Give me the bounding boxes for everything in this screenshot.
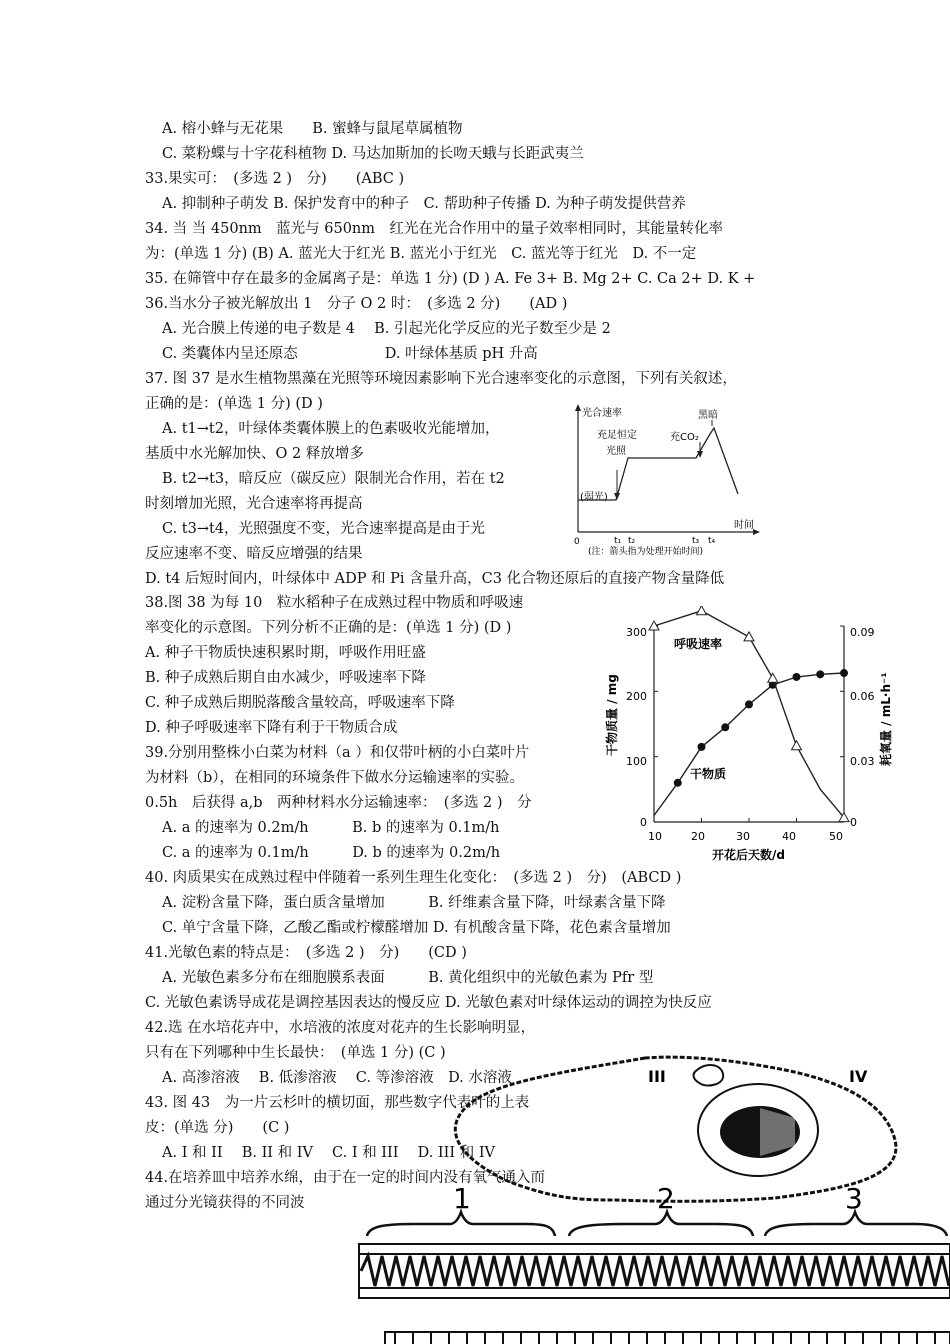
figure-38-seed-chart [596,606,901,864]
fig37-label-co2: 充CO₂ [670,432,699,443]
fig38-resp-point [792,741,802,750]
fig37-xlabel: 时间 [734,520,754,531]
text-line: 35. 在筛管中存在最多的金属离子是：单选 1 分) (D ) A. Fe 3+ B. Mg 2+ C. Ca 2+ D. K + [145,271,756,287]
text-line: 34. 当 当 450nm 蓝光与 650nm 红光在光合作用中的量子效率相同时，其能量转化率 [145,221,724,237]
text-line: 时刻增加光照，光合速率将再提高 [145,496,363,512]
text-line: A. t1→t2，叶绿体类囊体膜上的色素吸收光能增加， [162,421,500,437]
fig37-origin: 0 [574,537,580,547]
text-line: B. 种子成熟后期自由水减少，呼吸速率下降 [145,670,426,686]
text-line: 40. 肉质果实在成熟过程中伴随着一系列生理生化变化： (多选 2 ) 分) (ABCD ) [145,870,682,886]
brace-2 [569,1212,753,1236]
text-line: 33.果实可： (多选 2 ) 分) (ABC ) [145,171,405,187]
fig37-tick-t4: t₄ [708,536,716,546]
text-line: A. 种子干物质快速积累时期，呼吸作用旺盛 [145,645,426,661]
fig38-dry-point [840,669,848,677]
fig38-resp-point [744,632,754,641]
fig38-xt-1: 20 [691,830,705,843]
text-line: A. 高渗溶液 B. 低渗溶液 C. 等渗溶液 D. 水溶液 [162,1070,512,1086]
text-line: 基质中水光解加快、O 2 释放增多 [145,446,364,462]
fig38-dry-point [793,673,801,681]
text-line: A. a 的速率为 0.2m/h B. b 的速率为 0.1m/h [162,820,500,836]
text-line: 37. 图 37 是水生植物黑藻在光照等环境因素影响下光合速率变化的示意图，下列有关叙述， [145,371,737,387]
fig38-series-line-0 [654,673,844,816]
text-line: 皮：(单选 分) (C ) [145,1120,290,1136]
brace-3 [765,1212,947,1236]
fig38-label-dry: 干物质 [690,767,727,781]
text-line: A. 光合膜上传递的电子数是 4 B. 引起光化学反应的光子数至少是 2 [162,321,611,337]
text-line: A. 淀粉含量下降，蛋白质含量增加 B. 纤维素含量下降，叶绿素含量下降 [162,895,666,911]
text-line: C. 光敏色素诱导成花是调控基因表达的慢反应 D. 光敏色素对叶绿体运动的调控为快反应 [145,995,712,1011]
fig37-ylabel: 光合速率 [582,408,622,419]
text-line: 38.图 38 为每 10 粒水稻种子在成熟过程中物质和呼吸速 [145,595,524,611]
fig38-xt-4: 50 [829,830,843,843]
text-line: A. 光敏色素多分布在细胞膜系表面 B. 黄化组织中的光敏色素为 Pfr 型 [162,970,654,986]
text-line: 44.在培养皿中培养水绵，由于在一定的时间内没有氧气通入而 [145,1170,546,1186]
text-line: 为材料（b），在相同的环境条件下做水分运输速率的实验。 [145,770,525,786]
fig37-tick-t1: t₁ [614,536,622,546]
text-line: 率变化的示意图。下列分析不正确的是：(单选 1 分) (D ) [145,620,512,636]
text-line: 反应速率不变、暗反应增强的结果 [145,546,363,562]
text-line: 为：(单选 1 分) (B) A. 蓝光大于红光 B. 蓝光小于红光 C. 蓝光等于红光 D. 不一定 [145,246,697,262]
text-line: A. 抑制种子萌发 B. 保护发育中的种子 C. 帮助种子传播 D. 为种子萌发提供营养 [162,196,686,212]
text-line: 43. 图 43 为一片云杉叶的横切面，那些数字代表叶的上表 [145,1095,530,1111]
fig38-left-ylabel: 干物质量 / mg [605,674,619,756]
text-line: B. t2→t3，暗反应（碳反应）限制光合作用，若在 t2 [162,471,505,487]
fig38-xt-2: 30 [736,830,750,843]
fig38-lt-2: 100 [626,755,647,768]
fig38-dry-point [721,723,729,731]
fig38-lt-0: 300 [626,626,647,639]
text-line: D. 种子呼吸速率下降有利于干物质合成 [145,720,398,736]
resin-duct [694,1065,724,1085]
fig38-rt-3: 0 [850,816,857,829]
fig37-label-weak: (弱光) [580,492,608,503]
text-line: C. 类囊体内呈还原态 D. 叶绿体基质 pH 升高 [162,346,538,362]
fig38-xt-3: 40 [782,830,796,843]
text-line: 36.当水分子被光解放出 1 分子 O 2 时： (多选 2 分) (AD ) [145,296,568,312]
fig38-lt-1: 200 [626,690,647,703]
fig38-right-ylabel: 耗氧量 / mL·h⁻¹ [879,672,893,766]
text-line: D. t4 后短时间内，叶绿体中 ADP 和 Pi 含量升高，C3 化合物还原后的直接产物含量降低 [145,571,725,587]
text-line: C. t3→t4，光照强度不变，光合速率提高是由于光 [162,521,486,537]
num-3: 3 [845,1182,863,1215]
text-line: A. I 和 II B. II 和 IV C. I 和 III D. III 和 IV [162,1145,496,1161]
fig38-lt-3: 0 [640,816,647,829]
fig38-rt-1: 0.06 [850,690,875,703]
fig37-label-dark: 黑暗 [698,410,718,421]
epidermis-zigzag [361,1256,949,1286]
text-line: 41.光敏色素的特点是： (多选 2 ) 分) (CD ) [145,945,467,961]
fig38-rt-0: 0.09 [850,626,875,639]
brace-1 [367,1212,555,1236]
text-line: 通过分光镜获得的不同波 [145,1195,305,1211]
epidermis-cell-band [361,1256,949,1286]
text-line: 只有在下列哪种中生长最快： (单选 1 分) (C ) [145,1045,446,1061]
text-line: 39.分别用整株小白菜为材料（a ）和仅带叶柄的小白菜叶片 [145,745,530,761]
cell-grid-row [395,1332,935,1344]
num-1: 1 [453,1182,471,1215]
num-2: 2 [657,1182,675,1215]
fig38-rt-2: 0.03 [850,755,875,768]
fig38-xlabel: 开花后天数/d [712,848,785,862]
figure-43-spruce-leaf [355,1040,950,1344]
text-line: 0.5h 后获得 a,b 两种材料水分运输速率： (多选 2 ) 分 [145,795,532,811]
fig37-note: (注：箭头指为处理开始时间) [588,547,704,557]
text-line: C. a 的速率为 0.1m/h D. b 的速率为 0.2m/h [162,845,501,861]
fig37-tick-t2: t₂ [628,536,636,546]
fig38-resp-point [697,606,707,615]
fig37-label-light: 充足恒定 [597,430,637,441]
text-line: C. 菜粉蝶与十字花科植物 D. 马达加斯加的长吻天蛾与长距武夷兰 [162,146,584,162]
leaf-outline [455,1057,896,1201]
roman-iii: III [648,1067,666,1086]
figure-37-photosynthesis-chart [570,402,770,562]
text-line: 42.选 在水培花卉中，水培液的浓度对花卉的生长影响明显， [145,1020,536,1036]
roman-iv: IV [849,1067,868,1086]
fig38-dry-point [674,779,682,787]
fig38-dry-point [816,670,824,678]
fig38-dry-point [745,700,753,708]
fig38-label-resp: 呼吸速率 [674,637,723,651]
fig38-xt-0: 10 [648,830,662,843]
text-line: C. 种子成熟后期脱落酸含量较高，呼吸速率下降 [145,695,455,711]
fig37-label-light2: 光照 [606,446,626,457]
text-line: C. 单宁含量下降，乙酸乙酯或柠檬醛增加 D. 有机酸含量下降，花色素含量增加 [162,920,671,936]
fig38-resp-point [768,673,778,682]
text-line: A. 榕小蜂与无花果 B. 蜜蜂与鼠尾草属植物 [162,121,463,137]
fig37-tick-t3: t₃ [692,536,700,546]
fig38-dry-point [698,743,706,751]
text-line: 正确的是：(单选 1 分) (D ) [145,396,323,412]
